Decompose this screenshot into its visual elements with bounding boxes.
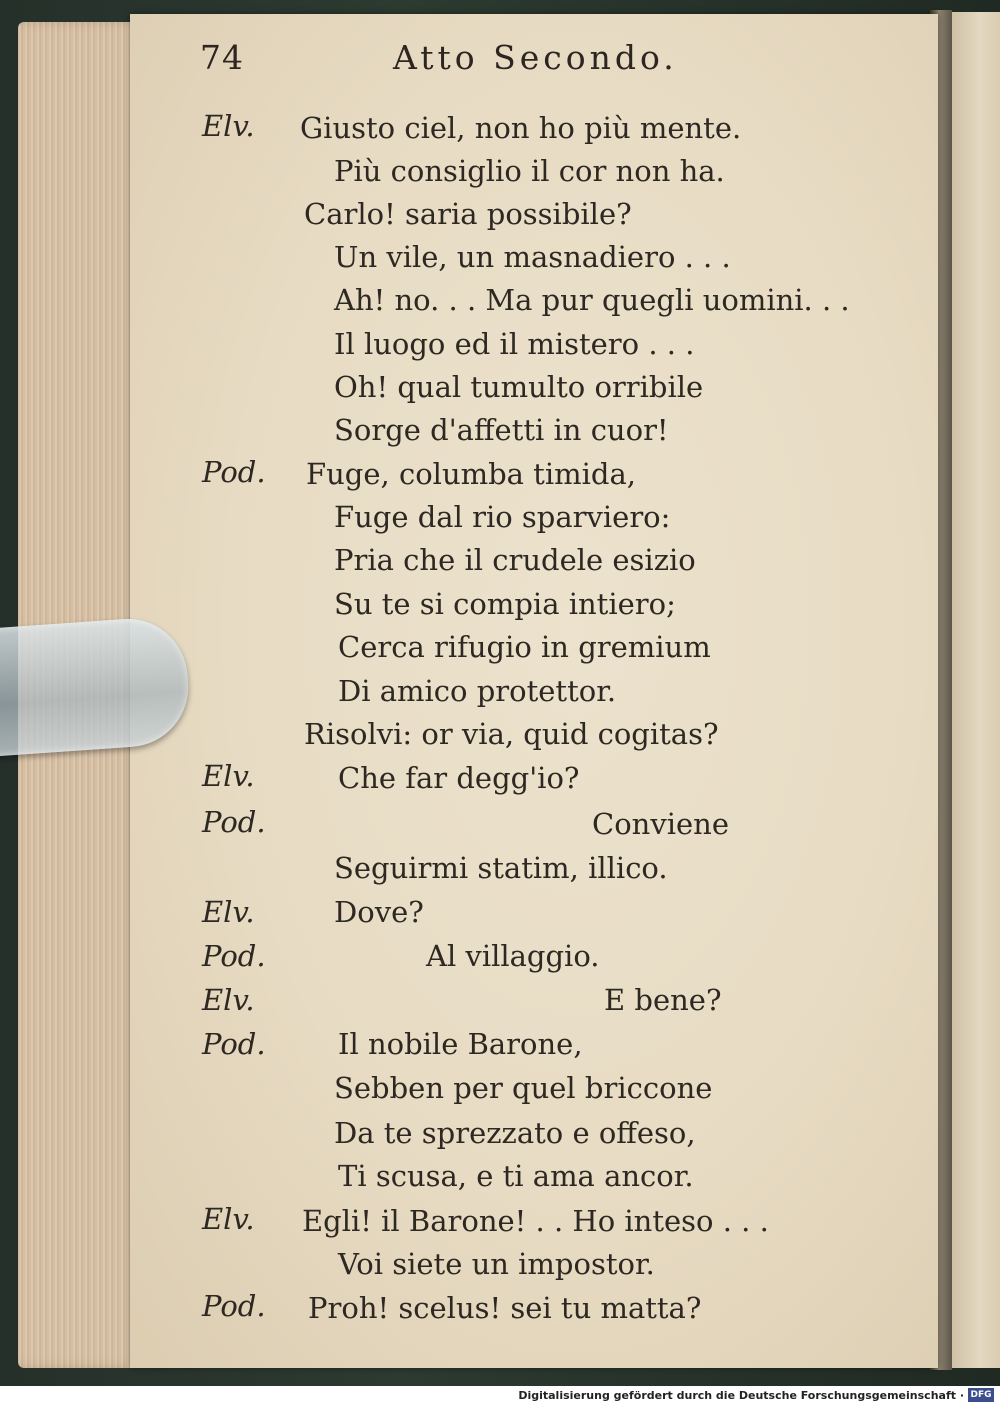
verse-line: Sorge d'affetti in cuor! [334, 413, 669, 447]
verse-line: Sebben per quel briccone [334, 1071, 713, 1105]
verse-line: Di amico protettor. [338, 674, 617, 708]
speaker-label: Pod. [202, 939, 266, 973]
verse-line: Seguirmi statim, illico. [334, 851, 668, 885]
verse-line: Un vile, un masnadiero . . . [334, 240, 731, 274]
verse-line: Da te sprezzato e offeso, [334, 1116, 696, 1150]
dfg-logo: DFG [968, 1388, 994, 1402]
verse-line: Il luogo ed il mistero . . . [334, 327, 695, 361]
speaker-label: Pod. [202, 805, 266, 839]
digitization-credit: Digitalisierung gefördert durch die Deutsche Forschungsgemeinschaft · [518, 1389, 964, 1402]
verse-line: Fuge dal rio sparviero: [334, 500, 671, 534]
speaker-label: Elv. [202, 895, 255, 929]
verse-line: E bene? [604, 983, 722, 1017]
verse-line: Il nobile Barone, [338, 1027, 583, 1061]
speaker-label: Elv. [202, 109, 255, 143]
verse-line: Carlo! saria possibile? [304, 197, 632, 231]
verse-line: Ti scusa, e ti ama ancor. [338, 1159, 694, 1193]
verse-line: Risolvi: or via, quid cogitas? [304, 717, 719, 751]
facing-page [950, 12, 1000, 1368]
verse-line: Più consiglio il cor non ha. [334, 154, 725, 188]
verse-line: Proh! scelus! sei tu matta? [308, 1291, 702, 1325]
speaker-label: Elv. [202, 983, 255, 1017]
verse-line: Egli! il Barone! . . Ho inteso . . . [302, 1204, 769, 1238]
verse-line: Ah! no. . . Ma pur quegli uomini. . . [334, 283, 850, 317]
verse-line: Su te si compia intiero; [334, 587, 676, 621]
verse-line: Che far degg'io? [338, 761, 580, 795]
speaker-label: Elv. [202, 759, 255, 793]
verse-line: Conviene [592, 807, 729, 841]
page-number: 74 [200, 38, 244, 77]
verse-line: Dove? [334, 895, 424, 929]
speaker-label: Elv. [202, 1202, 255, 1236]
verse-line: Cerca rifugio in gremium [338, 630, 711, 664]
speaker-label: Pod. [202, 1027, 266, 1061]
verse-line: Oh! qual tumulto orribile [334, 370, 704, 404]
speaker-label: Pod. [202, 455, 266, 489]
verse-line: Al villaggio. [426, 939, 600, 973]
verse-line: Fuge, columba timida, [306, 457, 636, 491]
speaker-label: Pod. [202, 1289, 266, 1323]
verse-line: Voi siete un impostor. [338, 1247, 655, 1281]
verse-line: Pria che il crudele esizio [334, 543, 696, 577]
page-title: Atto Secondo. [393, 38, 678, 77]
verse-line: Giusto ciel, non ho più mente. [300, 111, 742, 145]
